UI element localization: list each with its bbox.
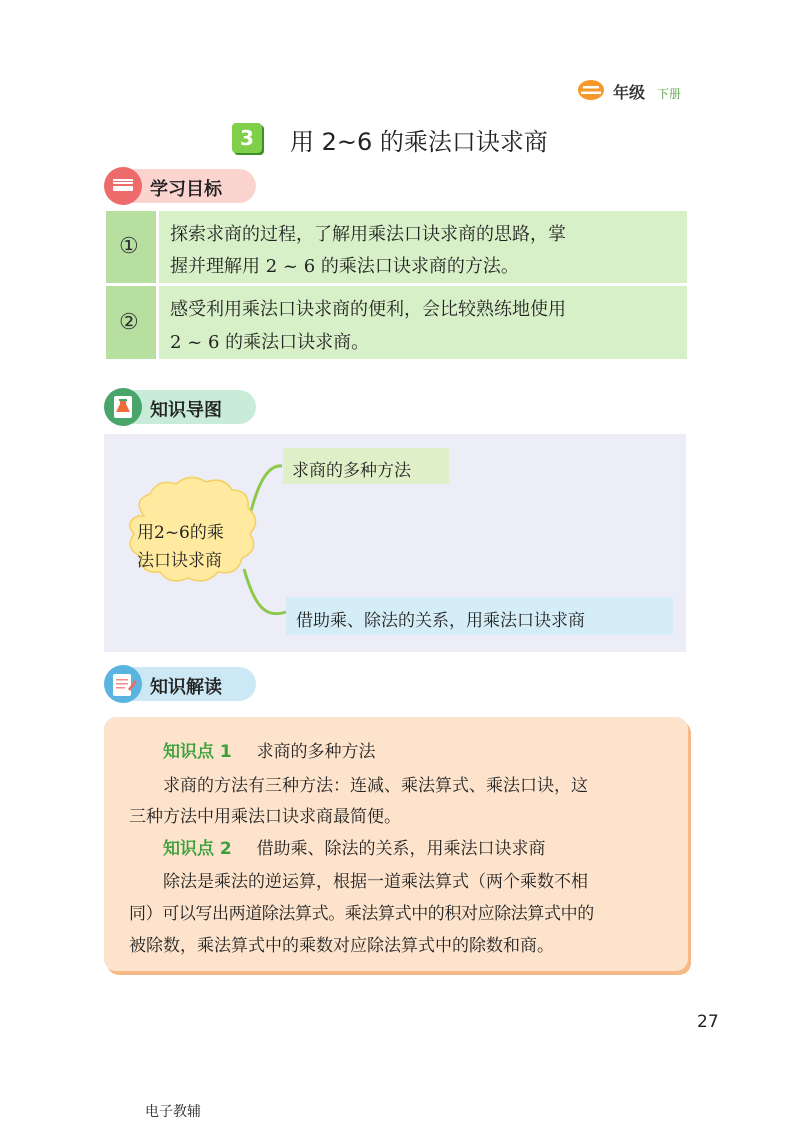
knowledge-point-title: 求商的多种方法 [256, 742, 376, 762]
footer-watermark: 电子教辅 [145, 1104, 201, 1120]
section-title-map: 知识导图 [150, 400, 222, 421]
lesson-number: 3 [232, 123, 262, 153]
volume-label: 下册 [657, 87, 682, 101]
knowledge-point-label: 知识点 1 [163, 742, 232, 762]
goal-line: 探索求商的过程，了解用乘法口诀求商的思路，掌 [170, 224, 566, 245]
knowledge-line: 被除数，乘法算式中的乘数对应除法算式中的除数和商。 [129, 936, 554, 956]
page-title: 用 2~6 的乘法口诀求商 [290, 128, 548, 156]
mindmap-center-line: 法口诀求商 [137, 551, 222, 571]
section-title-explain: 知识解读 [150, 677, 222, 698]
mindmap-branch-1: 求商的多种方法 [292, 461, 411, 481]
goals-table [106, 211, 687, 359]
grade-badge-icon [577, 79, 605, 101]
knowledge-line: 三种方法中用乘法口诀求商最简便。 [129, 807, 401, 827]
knowledge-line: 除法是乘法的逆运算，根据一道乘法算式（两个乘数不相 [163, 872, 588, 892]
flask-icon [104, 388, 142, 426]
goal-number: ② [119, 310, 139, 335]
grade-label: 年级 [613, 83, 646, 102]
goal-line: 感受利用乘法口诀求商的便利，会比较熟练地使用 [170, 299, 566, 320]
goal-line: 握并理解用 2 ~ 6 的乘法口诀求商的方法。 [170, 256, 519, 277]
page-number: 27 [697, 1012, 719, 1032]
book-icon [104, 167, 142, 205]
knowledge-line: 同）可以写出两道除法算式。乘法算式中的积对应除法算式中的 [129, 904, 594, 924]
knowledge-line: 求商的方法有三种方法：连减、乘法算式、乘法口诀，这 [163, 776, 588, 796]
knowledge-point-1-heading [163, 737, 376, 762]
knowledge-point-title: 借助乘、除法的关系，用乘法口诀求商 [256, 839, 546, 859]
notepad-icon [104, 665, 142, 703]
knowledge-point-label: 知识点 2 [163, 839, 232, 859]
mindmap-branch-2: 借助乘、除法的关系，用乘法口诀求商 [296, 611, 585, 631]
goal-line: 2 ~ 6 的乘法口诀求商。 [170, 332, 370, 353]
knowledge-point-2-heading [163, 834, 546, 859]
section-title-goals: 学习目标 [150, 179, 222, 200]
goal-number: ① [119, 234, 139, 259]
mindmap-center-line: 用2~6的乘 [137, 523, 224, 543]
